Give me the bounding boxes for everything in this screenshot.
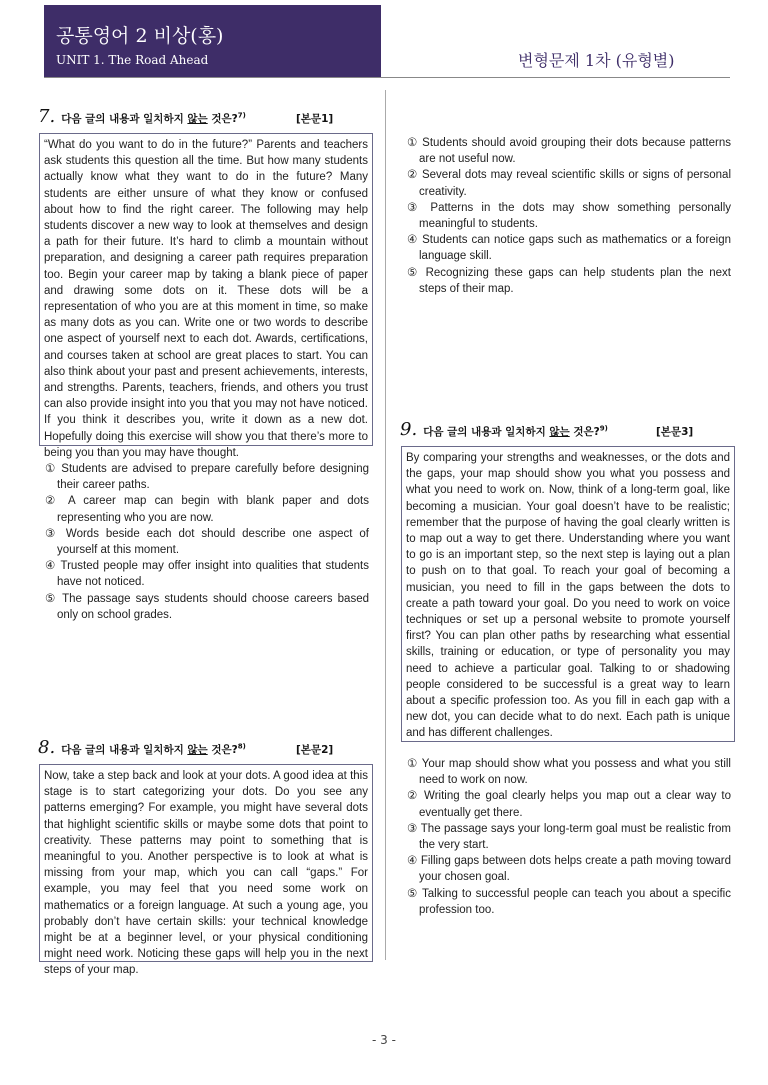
question-8-heading	[38, 737, 378, 758]
choice-3[interactable]: ③ The passage says your long-term goal must be realistic from the very start.	[407, 822, 731, 852]
footnote-marker: 8)	[237, 742, 246, 751]
question-number: 7.	[38, 106, 56, 127]
choice-2[interactable]: ② Writing the goal clearly helps you map out a clear way to eventually get there.	[407, 790, 731, 819]
question-7-heading	[38, 106, 378, 127]
page-number: - 3 -	[372, 1033, 396, 1047]
question-prompt-end: 것은?	[207, 113, 238, 125]
question-prompt-end: 것은?	[569, 426, 600, 438]
question-number: 8.	[38, 737, 56, 758]
question-prompt-emphasis: 않는	[187, 113, 208, 125]
source-tag: [본문1]	[296, 113, 334, 125]
question-prompt-emphasis: 않는	[549, 426, 570, 438]
unit-title: UNIT 1. The Road Ahead	[56, 53, 209, 67]
source-tag: [본문2]	[296, 744, 334, 756]
question-7-passage: “What do you want to do in the future?” Parents and teachers ask students this question all the time. But how many students actually know what they want to do in the future? Many students are either unsure of what they know or confused about how to find the right career. The following may help students discover a new way to look at themselves and design a path for their future. It’s hard to climb a mountain without preparation, and designing a career path requires preparation too. Begin your career map by taking a blank piece of paper and drawing some dots on it. These dots will be a representation of who you are at this moment in time, so make as many dots as you can. Write one or two words to describe one aspect of yourself next to each dot. Awards, certifications, and courses taken at school are great places to start. You can also think about your past and present achievements, interests, and strengths. Parents, teachers, friends, and others you trust can also provide insight into you that you may not have noticed. If you think it describes you, write it down as a new dot. Hopefully doing this exercise will show you that there’s more to being you than you may have thought.	[39, 133, 373, 446]
choice-1[interactable]: ① Your map should show what you possess and what you still need to work on now.	[407, 758, 731, 787]
question-8-passage: Now, take a step back and look at your dots. A good idea at this stage is to start categorizing your dots. Do you see any patterns emerging? For example, you might have several dots that highlight scientific skills or maybe some dots that point to creativity. These patterns may point to something that is meaningful to you. Another perspective is to look at what is missing from your map, which you can call “gaps.” For example, you may feel that you need some work on mathematics or a foreign language. At such a young age, you probably don’t have certain skills: your technical knowledge might be at a beginner level, or your physical conditioning might need work. Noticing these gaps will help you in the next steps of your map.	[39, 764, 373, 962]
question-9-choices	[407, 756, 731, 918]
footnote-marker: 9)	[599, 424, 608, 433]
question-prompt-emphasis: 않는	[187, 744, 208, 756]
choice-5[interactable]: ⑤ Recognizing these gaps can help students plan the next steps of their map.	[407, 266, 731, 295]
source-tag: [본문3]	[656, 426, 694, 438]
question-prompt: 다음 글의 내용과 일치하지	[423, 426, 550, 438]
choice-4[interactable]: ④ Students can notice gaps such as mathematics or a foreign language skill.	[407, 234, 731, 263]
choice-3[interactable]: ③ Patterns in the dots may show something personally meaningful to students.	[407, 201, 731, 231]
question-prompt: 다음 글의 내용과 일치하지	[61, 113, 188, 125]
question-8-choices	[407, 135, 731, 297]
question-prompt: 다음 글의 내용과 일치하지	[61, 744, 188, 756]
footnote-marker: 7)	[237, 111, 246, 120]
choice-1[interactable]: ① Students should avoid grouping their dots because patterns are not useful now.	[407, 137, 731, 166]
question-7-choices	[45, 461, 369, 623]
choice-5[interactable]: ⑤ The passage says students should choose careers based only on school grades.	[45, 592, 369, 621]
header-divider	[44, 77, 730, 78]
question-prompt-end: 것은?	[207, 744, 238, 756]
question-number: 9.	[400, 419, 418, 440]
question-9-heading	[400, 419, 740, 440]
question-9-passage: By comparing your strengths and weaknesses, or the dots and the gaps, your map should show you what you possess and what you need to work on. Now, think of a long-term goal, like becoming a musician. Your goal doesn’t have to be realistic; remember that the purpose of having the goal clearly written is to map out a way to get there. Understanding where you want to go is an important step, so the next step is laying out a plan to push on to that goal. To reach your goal of becoming a musician, you need to fill in the gaps between the dots to create a path toward your goal. Do you need to work on voice techniques or set up a personal website to promote yourself first? You can plan other paths by researching what essential skills, training or education, or type of personality you may need to achieve a particular goal. Talking to or shadowing people considered to be successful is a great way to learn about a specific profession too. As you fill in each gap with a new dot, you can decide what to do next. Each path is unique and has different challenges.	[401, 446, 735, 742]
choice-4[interactable]: ④ Trusted people may offer insight into qualities that students have not noticed.	[45, 560, 369, 589]
choice-2[interactable]: ② Several dots may reveal scientific skills or signs of personal creativity.	[407, 169, 731, 198]
choice-1[interactable]: ① Students are advised to prepare carefully before designing their career paths.	[45, 463, 369, 492]
column-divider	[385, 90, 386, 960]
exam-title: 변형문제 1차 (유형별)	[518, 51, 675, 70]
textbook-title: 공통영어 2 비상(홍)	[56, 25, 224, 47]
choice-5[interactable]: ⑤ Talking to successful people can teach you about a specific profession too.	[407, 887, 731, 916]
choice-2[interactable]: ② A career map can begin with blank paper and dots representing who you are now.	[45, 495, 369, 524]
choice-3[interactable]: ③ Words beside each dot should describe one aspect of yourself at this moment.	[45, 527, 369, 557]
header-banner	[44, 5, 381, 77]
choice-4[interactable]: ④ Filling gaps between dots helps create a path moving toward your chosen goal.	[407, 855, 731, 884]
